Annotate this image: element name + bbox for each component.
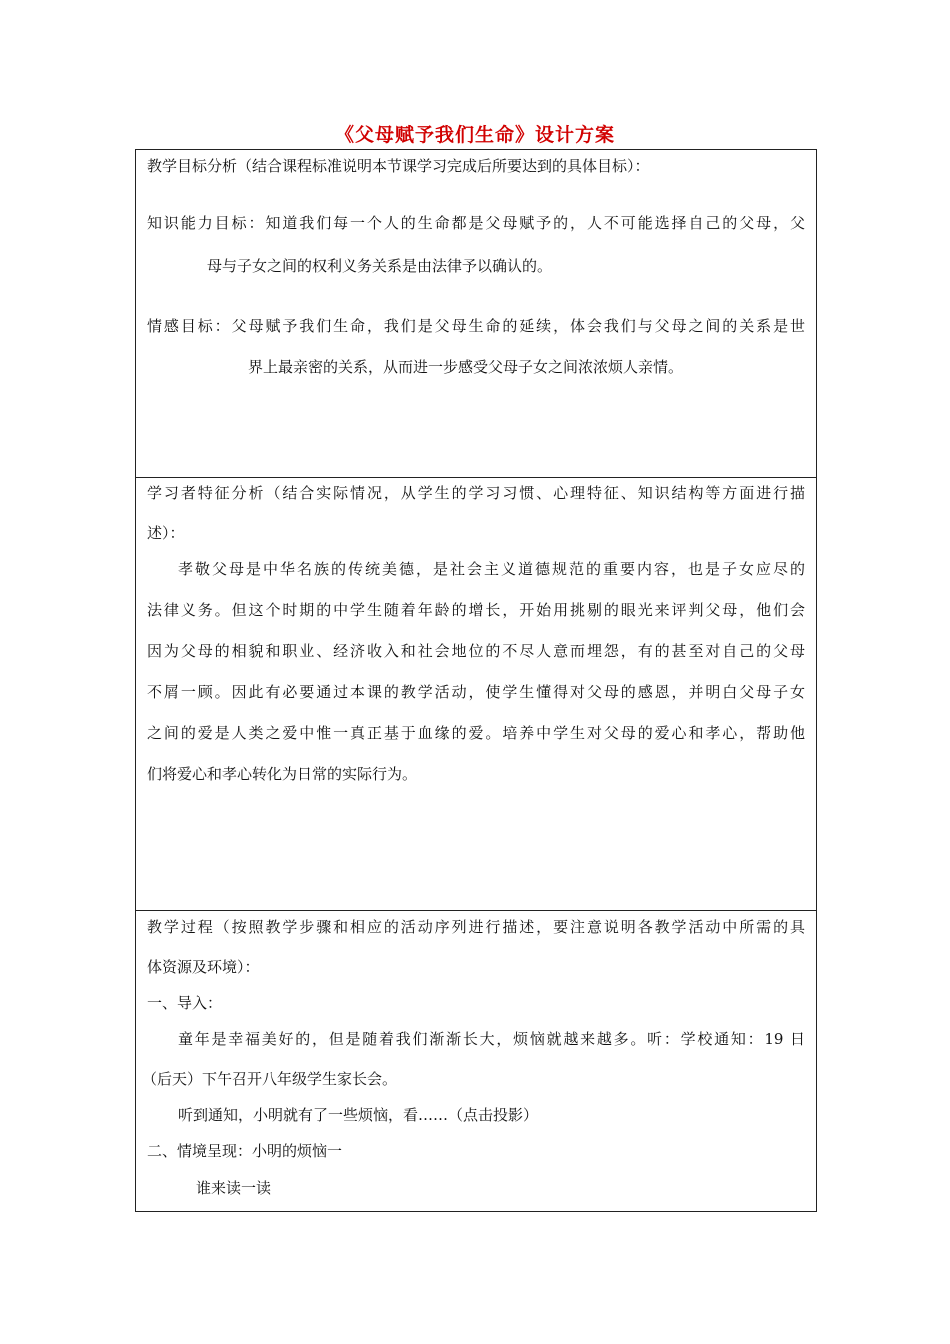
- objectives-heading: 教学目标分析（结合课程标准说明本节课学习完成后所要达到的具体目标）：: [147, 157, 650, 175]
- learner-body-line-3: 因为父母的相貌和职业、经济收入和社会地位的不尽人意而埋怨，有的甚至对自己的父母: [147, 642, 805, 660]
- step-2-title: 二、情境呈现：小明的烦恼一: [147, 1142, 343, 1160]
- learner-body-line-2: 法律义务。但这个时期的中学生随着年龄的增长，开始用挑剔的眼光来评判父母，他们会: [147, 601, 805, 619]
- learner-body-line-6: 们将爱心和孝心转化为日常的实际行为。: [147, 765, 418, 783]
- knowledge-objective-line-2: 母与子女之间的权利义务关系是由法律予以确认的。: [207, 257, 553, 275]
- lesson-plan-table: [135, 149, 817, 1212]
- learner-body-line-5: 之间的爱是人类之爱中惟一真正基于血缘的爱。培养中学生对父母的爱心和孝心，帮助他: [147, 724, 805, 742]
- process-heading-line-2: 体资源及环境）：: [147, 958, 260, 976]
- learner-heading-line-2: 述）：: [147, 524, 185, 542]
- document-title: 《父母赋予我们生命》设计方案: [334, 124, 615, 146]
- emotion-objective-line-1: 情感目标：父母赋予我们生命，我们是父母生命的延续，体会我们与父母之间的关系是世: [147, 317, 805, 335]
- step-1-line-3: 听到通知，小明就有了一些烦恼，看……（点击投影）: [178, 1106, 539, 1124]
- knowledge-objective-line-1: 知识能力目标：知道我们每一个人的生命都是父母赋予的，人不可能选择自己的父母，父: [147, 214, 805, 232]
- learner-analysis-cell: [136, 478, 816, 911]
- process-heading-line-1: 教学过程（按照教学步骤和相应的活动序列进行描述，要注意说明各教学活动中所需的具: [147, 918, 805, 936]
- learner-body-line-4: 不屑一顾。因此有必要通过本课的教学活动，使学生懂得对父母的感恩，并明白父母子女: [147, 683, 805, 701]
- emotion-objective-line-2: 界上最亲密的关系，从而进一步感受父母子女之间浓浓烦人亲情。: [248, 358, 684, 376]
- step-1-line-1: 童年是幸福美好的，但是随着我们渐渐长大，烦恼就越来越多。听：学校通知：19 日: [178, 1030, 805, 1048]
- learner-heading-line-1: 学习者特征分析（结合实际情况，从学生的学习习惯、心理特征、知识结构等方面进行描: [147, 484, 805, 502]
- step-1-title: 一、导入：: [147, 994, 223, 1012]
- step-1-line-2: （后天）下午召开八年级学生家长会。: [142, 1070, 398, 1088]
- teaching-process-cell: [136, 911, 816, 1211]
- step-2-line-1: 谁来读一读: [196, 1179, 272, 1197]
- learner-body-line-1: 孝敬父母是中华名族的传统美德，是社会主义道德规范的重要内容，也是子女应尽的: [178, 560, 805, 578]
- objectives-cell: [136, 150, 816, 478]
